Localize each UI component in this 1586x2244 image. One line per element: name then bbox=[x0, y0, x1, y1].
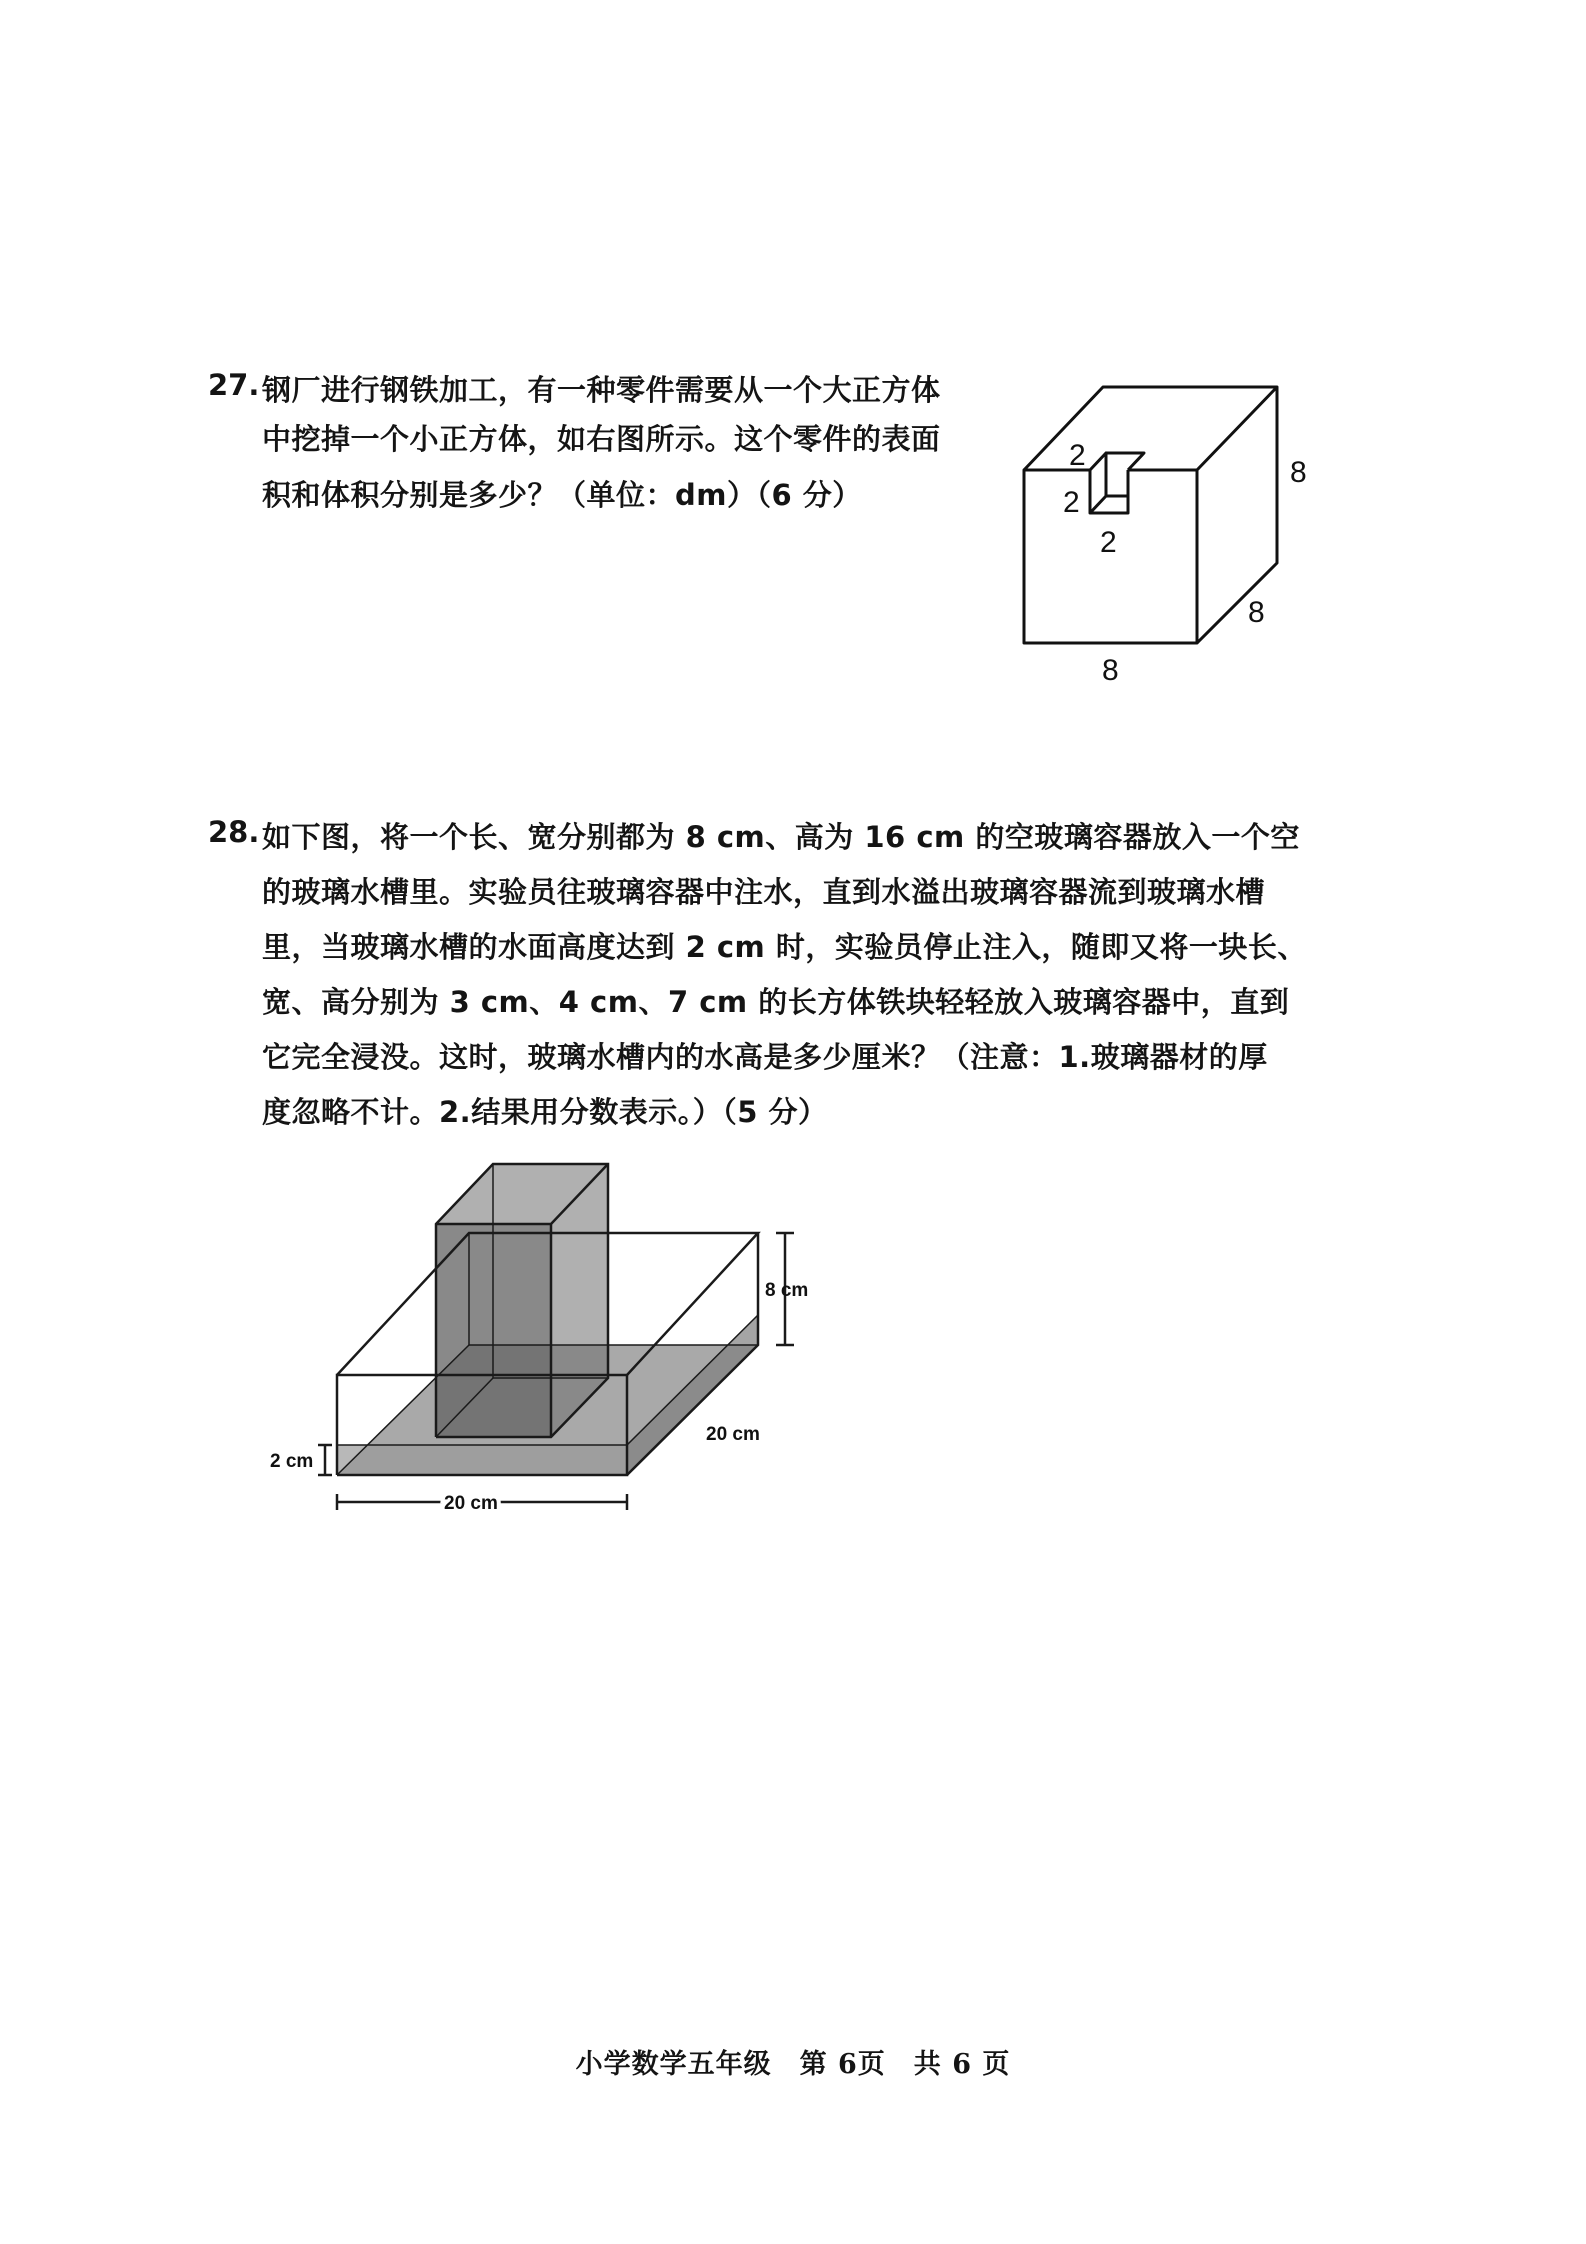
question-27-line-1: 钢厂进行钢铁加工，有一种零件需要从一个大正方体 bbox=[262, 373, 941, 407]
page-footer: 小学数学五年级 第 6页 共 6 页 bbox=[575, 2049, 1011, 2080]
notch-label-top: 2 bbox=[1069, 439, 1086, 472]
cube-width-label: 8 bbox=[1102, 654, 1119, 687]
question-28-line-5: 它完全浸没。这时，玻璃水槽内的水高是多少厘米？（注意：1.玻璃器材的厚 bbox=[262, 1040, 1268, 1074]
question-28-line-3: 里，当玻璃水槽的水面高度达到 2 cm 时，实验员停止注入，随即又将一块长、 bbox=[262, 930, 1307, 964]
question-28-line-6: 度忽略不计。2.结果用分数表示。）（5 分） bbox=[262, 1095, 828, 1129]
question-28-line-4: 宽、高分别为 3 cm、4 cm、7 cm 的长方体铁块轻轻放入玻璃容器中，直到 bbox=[262, 985, 1290, 1019]
question-28-number: 28. bbox=[208, 815, 260, 849]
question-27-line-2: 中挖掉一个小正方体，如右图所示。这个零件的表面 bbox=[262, 422, 941, 456]
notch-label-left: 2 bbox=[1063, 486, 1080, 519]
question-27-line-3: 积和体积分别是多少？（单位：dm）（6 分） bbox=[262, 478, 862, 512]
question-28-line-1: 如下图，将一个长、宽分别都为 8 cm、高为 16 cm 的空玻璃容器放入一个空 bbox=[262, 820, 1300, 854]
cube-with-notch-figure bbox=[990, 360, 1330, 690]
cube-depth-label: 8 bbox=[1248, 596, 1265, 629]
cube-height-label: 8 bbox=[1290, 456, 1307, 489]
notch-label-bottom: 2 bbox=[1100, 526, 1117, 559]
tank-height-label: 8 cm bbox=[765, 1280, 809, 1301]
question-28-line-2: 的玻璃水槽里。实验员往玻璃容器中注水，直到水溢出玻璃容器流到玻璃水槽 bbox=[262, 875, 1266, 909]
question-27-number: 27. bbox=[208, 368, 260, 402]
glass-tank-figure bbox=[260, 1150, 840, 1550]
tank-length-label: 20 cm bbox=[444, 1493, 498, 1514]
tank-depth-label: 20 cm bbox=[706, 1424, 760, 1445]
water-level-label: 2 cm bbox=[270, 1451, 314, 1472]
